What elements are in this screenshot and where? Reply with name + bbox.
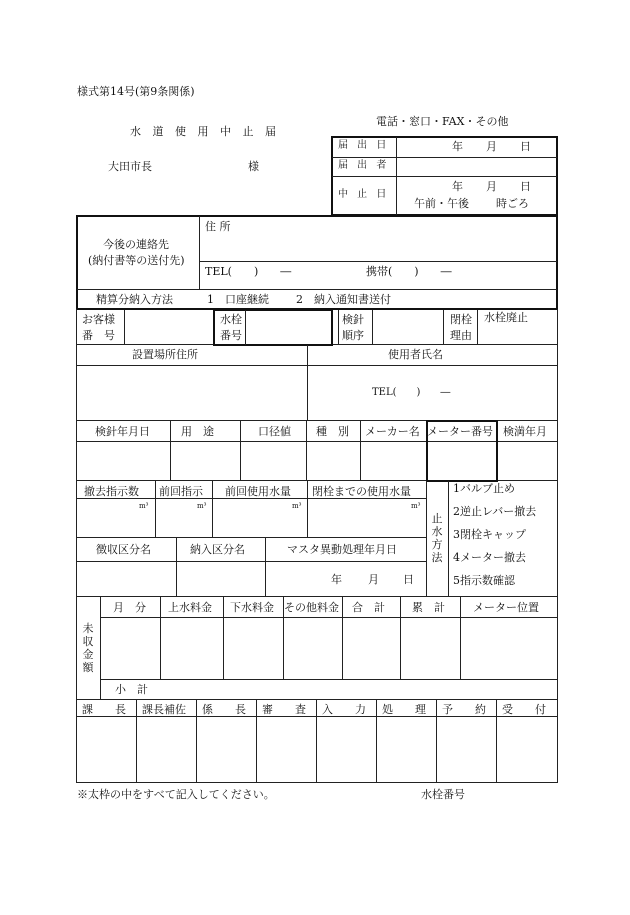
stop-method-5: 5指示数確認 [453, 574, 515, 587]
settlement-label: 精算分納入方法 [96, 293, 173, 306]
stamp-deputy-chief: 課長補佐 [142, 703, 186, 716]
addressee-honorific: 様 [248, 160, 259, 173]
stop-month: 月 [486, 180, 497, 193]
usage-until-close-label: 閉栓までの使用水量 [312, 485, 411, 498]
meter-header-diameter: 口径値 [258, 425, 291, 438]
submit-day: 日 [520, 140, 531, 153]
meter-header-type: 種 別 [316, 425, 349, 438]
channel-options: 電話・窓口・FAX・その他 [376, 115, 509, 128]
unit-m3-1: m³ [139, 502, 149, 510]
unpaid-header-water: 上水料金 [168, 601, 212, 614]
subtotal-label: 小 計 [115, 683, 148, 696]
stop-method-4: 4メーター撤去 [453, 551, 526, 564]
form-title: 水 道 使 用 中 止 届 [130, 125, 280, 138]
submitter-label: 届 出 者 [338, 160, 390, 171]
unpaid-header-month: 月 分 [113, 601, 146, 614]
reading-order-label-2: 順序 [342, 329, 364, 342]
customer-no-label-2: 番 号 [82, 329, 115, 342]
previous-reading-label: 前回指示 [159, 485, 203, 498]
payment-category-label: 納入区分名 [190, 543, 245, 556]
stamp-input: 入 力 [322, 703, 366, 716]
form-number: 様式第14号(第9条関係) [77, 85, 195, 98]
close-reason-label-2: 理由 [450, 329, 472, 342]
mobile-label: 携帯( ) ― [366, 265, 452, 278]
stamp-processing: 処 理 [382, 703, 426, 716]
submit-year: 年 [452, 140, 463, 153]
previous-usage-label: 前回使用水量 [225, 485, 291, 498]
unpaid-header-other: その他料金 [284, 601, 339, 614]
unpaid-header-total: 合 計 [352, 601, 385, 614]
tap-no-label-1: 水栓 [220, 313, 242, 326]
stamp-reception: 受 付 [502, 703, 546, 716]
unpaid-header-cumulative: 累 計 [412, 601, 445, 614]
settlement-option-2: 2 納入通知書送付 [296, 293, 391, 306]
stamp-subsection-chief: 係 長 [202, 703, 246, 716]
tap-no-label-2: 番号 [220, 329, 242, 342]
stop-date-label: 中 止 日 [338, 189, 390, 200]
reading-order-label-1: 検針 [342, 313, 364, 326]
stop-time: 時ごろ [496, 197, 529, 210]
unpaid-header-sewer: 下水料金 [230, 601, 274, 614]
user-name-label: 使用者氏名 [388, 348, 443, 361]
unit-m3-4: m³ [411, 502, 421, 510]
meter-header-number: メーター番号 [427, 425, 493, 438]
stop-method-1: 1バルブ止め [453, 482, 515, 495]
settlement-option-1: 1 口座継続 [207, 293, 269, 306]
unpaid-header-meter-location: メーター位置 [473, 601, 539, 614]
stamp-reservation: 予 約 [442, 703, 486, 716]
meter-header-maker: メーカー名 [365, 425, 420, 438]
master-day: 日 [403, 573, 414, 586]
unpaid-amount-label: 未収金額 [82, 622, 94, 674]
address-label: 住 所 [205, 220, 231, 233]
footer-note: ※太枠の中をすべて記入してください。 [77, 788, 275, 801]
close-reason-label-1: 閉栓 [450, 313, 472, 326]
tel-label: TEL( ) ― [205, 265, 292, 278]
meter-header-reading-date: 検針年月日 [95, 425, 150, 438]
removal-reading-label: 撤去指示数 [84, 485, 139, 498]
submit-month: 月 [486, 140, 497, 153]
install-address-label: 設置場所住所 [132, 348, 198, 361]
stamp-section-chief: 課 長 [82, 703, 126, 716]
addressee: 大田市長 [108, 160, 152, 173]
stop-ampm: 午前・午後 [414, 197, 469, 210]
stop-method-3: 3閉栓キャップ [453, 528, 526, 541]
master-month: 月 [368, 573, 379, 586]
stop-method-label: 止水方法 [431, 512, 443, 564]
collection-category-label: 徴収区分名 [96, 543, 151, 556]
footer-tap-number: 水栓番号 [421, 788, 465, 801]
stop-day: 日 [520, 180, 531, 193]
master-year: 年 [331, 573, 342, 586]
master-change-date-label: マスタ異動処理年月日 [287, 543, 397, 556]
stamp-review: 審 査 [262, 703, 306, 716]
user-tel-label: TEL( ) ― [372, 387, 451, 398]
unit-m3-2: m³ [197, 502, 207, 510]
tap-abolish-label: 水栓廃止 [484, 311, 528, 324]
customer-no-label-1: お客様 [82, 313, 115, 326]
meter-header-expiry: 検満年月 [503, 425, 547, 438]
meter-header-usage: 用 途 [181, 425, 214, 438]
stop-year: 年 [452, 180, 463, 193]
contact-sublabel: (納付書等の送付先) [88, 254, 185, 267]
stop-method-2: 2逆止レバー撤去 [453, 505, 537, 518]
submit-date-label: 届 出 日 [338, 140, 390, 151]
unit-m3-3: m³ [292, 502, 302, 510]
contact-label: 今後の連絡先 [103, 238, 169, 251]
